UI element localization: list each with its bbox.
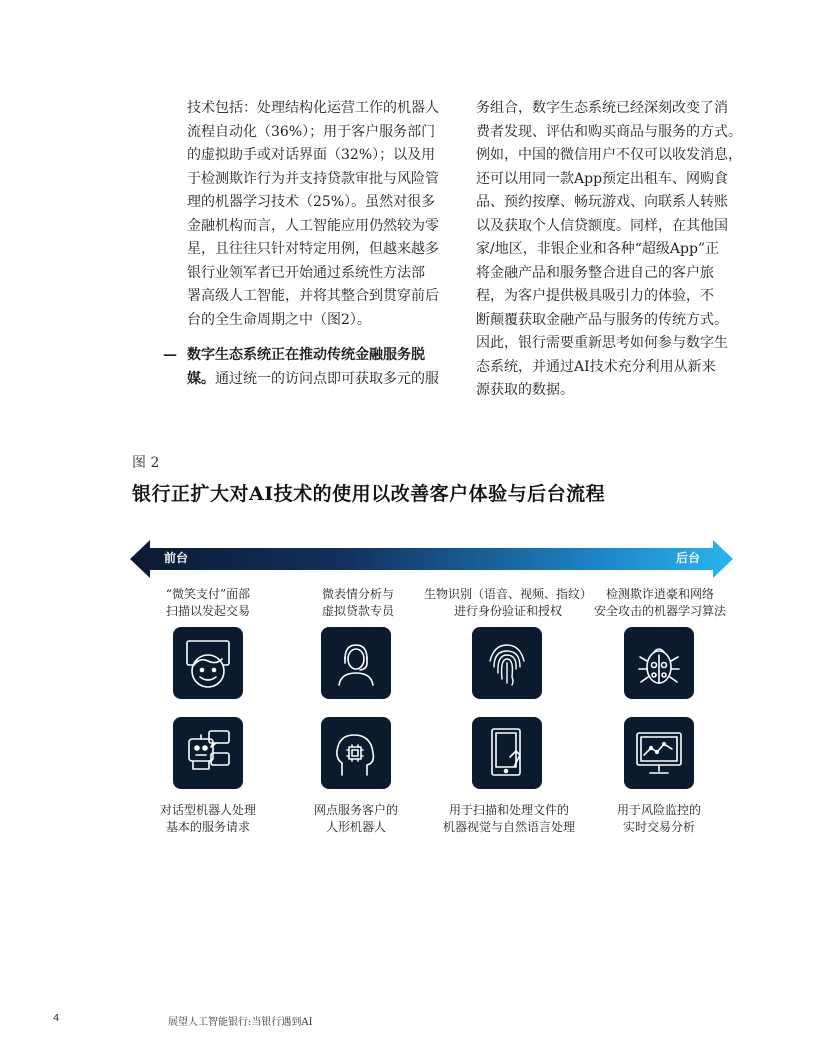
caption-fraud-detection: 检测欺诈逍豪和网络 安全攻击的机器学习算法 bbox=[593, 587, 726, 618]
footer-title: 展望人工智能银行:当银行遇到AI bbox=[168, 1017, 313, 1028]
left-line: 流程自动化（36%）；用于客户服务部门 bbox=[187, 123, 436, 140]
caption-humanoid-robot: 网点服务客户的 人形机器人 bbox=[313, 803, 398, 834]
caption-transaction-analytics: 用于风险监控的 实时交易分析 bbox=[616, 803, 701, 834]
left-line: 署高级人工智能，并将其整合到贯穿前后 bbox=[187, 288, 439, 304]
right-line: 务组合，数字生态系统已经深刻改变了消 bbox=[476, 100, 728, 116]
figure-label: 图 2 bbox=[132, 455, 160, 471]
right-line: 态系统，并通过AI技术充分利用从新来 bbox=[476, 358, 716, 375]
bug-icon bbox=[624, 627, 694, 699]
left-line: 技术包括：处理结构化运营工作的机器人 bbox=[187, 100, 439, 116]
face-scan-icon bbox=[173, 627, 243, 699]
bullet-dash: — bbox=[163, 347, 177, 363]
left-line: 星，且往往只针对特定用例，但越来越多 bbox=[187, 241, 439, 257]
page-number: 4 bbox=[53, 1013, 60, 1024]
right-line: 还可以用同一款App预定出租车、网购食 bbox=[476, 170, 729, 187]
right-line: 品、预约按摩、畅玩游戏、向联系人转账 bbox=[476, 194, 728, 210]
caption-document-scan: 用于扫描和处理文件的 机器视觉与自然语言处理 bbox=[442, 803, 575, 834]
humanoid-robot-icon bbox=[321, 717, 391, 789]
left-line: 银行业领军者已开始通过系统性方法部 bbox=[187, 264, 425, 281]
bullet-heading-end: 媒。 bbox=[187, 370, 215, 387]
arrow-label-front: 前台 bbox=[164, 551, 189, 565]
bullet-heading: 数字生态系统正在推动传统金融服务脱 bbox=[187, 347, 425, 363]
front-back-arrow bbox=[130, 540, 733, 578]
left-column-text bbox=[187, 97, 447, 332]
left-line: 理的机器学习技术（25%）。虽然对很多 bbox=[187, 194, 436, 210]
virtual-agent-icon bbox=[321, 627, 391, 699]
right-line: 源获取的数据。 bbox=[476, 382, 574, 398]
bullet-text: 通过统一的访问点即可获取多元的服 bbox=[215, 370, 439, 387]
right-line: 家/地区，非银企业和各种“超级App”正 bbox=[476, 241, 720, 257]
left-line: 金融机构而言，人工智能应用仍然较为零 bbox=[187, 217, 439, 234]
right-line: 费者发现、评估和购买商品与服务的方式。 bbox=[476, 123, 742, 140]
right-column-text bbox=[476, 97, 746, 403]
left-line: 台的全生命周期之中（图2）。 bbox=[187, 311, 371, 328]
document-scan-icon bbox=[472, 717, 542, 789]
right-line: 程，为客户提供极具吸引力的体验，不 bbox=[476, 288, 714, 304]
fingerprint-icon bbox=[472, 627, 542, 699]
right-line: 断颠覆获取金融产品与服务的传统方式。 bbox=[476, 311, 728, 328]
right-line: 以及获取个人信贷额度。同样，在其他国 bbox=[476, 217, 728, 234]
chatbot-icon bbox=[173, 717, 243, 789]
left-line: 的虚拟助手或对话界面（32%）；以及用 bbox=[187, 147, 436, 163]
caption-biometrics: 生物识别（语音、视频、指纹） 进行身份验证和授权 bbox=[423, 587, 592, 618]
arrow-label-back: 后台 bbox=[676, 551, 701, 565]
left-line: 于检测欺诈行为并支持贷款审批与风险管 bbox=[187, 170, 439, 187]
right-line: 因此，银行需要重新思考如何参与数字生 bbox=[476, 335, 728, 351]
monitor-chart-icon bbox=[624, 717, 694, 789]
right-line: 将金融产品和服务整合进自己的客户旅 bbox=[476, 264, 714, 281]
caption-virtual-agent: 微表情分析与 虚拟贷款专员 bbox=[321, 587, 394, 618]
caption-face-scan: “微笑支付”面部 扫描以发起交易 bbox=[165, 587, 251, 618]
figure-title: 银行正扩大对AI技术的使用以改善客户体验与后台流程 bbox=[132, 483, 606, 505]
caption-chatbot: 对话型机器人处理 基本的服务请求 bbox=[159, 803, 256, 834]
right-line: 例如，中国的微信用户不仅可以收发消息， bbox=[476, 147, 742, 163]
